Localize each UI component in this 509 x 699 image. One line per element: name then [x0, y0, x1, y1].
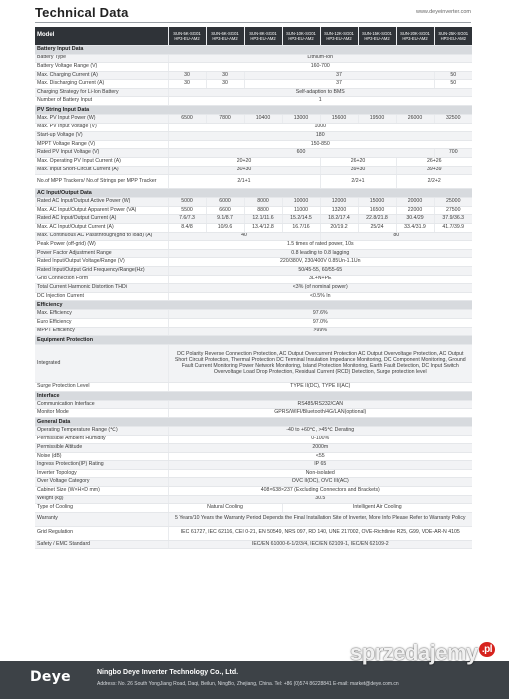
model-name [358, 27, 396, 45]
model-name [244, 27, 282, 45]
page-title: Technical Data [35, 5, 129, 20]
spec-value: Non-isolated [168, 469, 472, 478]
spec-value: 19500 [358, 115, 396, 124]
spec-row [35, 88, 472, 97]
spec-label: Grid Regulation [35, 526, 168, 540]
spec-value: 97.0% [168, 318, 472, 327]
model-name [282, 27, 320, 45]
spec-label: Warranty [35, 512, 168, 526]
model-name [320, 27, 358, 45]
spec-label: Type of Cooling [35, 504, 168, 513]
spec-label: Euro Efficiency [35, 318, 168, 327]
spec-label: Ingress Protection(IP) Rating [35, 461, 168, 470]
spec-value: 37 [244, 80, 434, 89]
spec-value: 0.8 leading to 0.8 lagging [168, 249, 472, 258]
spec-label: Weight (kg) [35, 495, 168, 504]
model-name-line: HP3-EU-AM2 [364, 35, 390, 41]
spec-label: Power Factor Adjustment Range [35, 249, 168, 258]
spec-value: 5000 [168, 198, 206, 207]
spec-label: MPPT Efficiency [35, 327, 168, 336]
spec-value: 5500 [168, 206, 206, 215]
spec-value: 10/9.6 [206, 224, 244, 233]
spec-row [35, 310, 472, 319]
section-title: General Data [35, 417, 472, 426]
spec-label: Operating Temperature Range (℃) [35, 426, 168, 435]
section-title: AC Input/Output Data [35, 189, 472, 198]
model-name-line: SUN-25K-SG01 [438, 30, 469, 36]
spec-value: 41.7/39.9 [434, 224, 472, 233]
spec-row [35, 512, 472, 526]
spec-row [35, 487, 472, 496]
model-name-line: SUN-10K-SG01 [286, 30, 316, 36]
spec-row [35, 426, 472, 435]
spec-row [35, 318, 472, 327]
model-name [206, 27, 244, 45]
spec-row [35, 478, 472, 487]
spec-label: Rated Input/Output Voltage/Range (V) [35, 258, 168, 267]
spec-value: 0-100% [168, 435, 472, 444]
spec-value: 8000 [244, 198, 282, 207]
model-name-line: HP3-EU-AM2 [174, 35, 200, 41]
spec-row [35, 132, 472, 141]
spec-value: 2/2+1 [320, 175, 396, 189]
model-name-line: SUN-12K-SG01 [324, 30, 354, 36]
spec-value: 37.9/36.3 [434, 215, 472, 224]
spec-value: 22000 [396, 206, 434, 215]
section-header-row [35, 301, 472, 310]
spec-row [35, 275, 472, 284]
model-name [396, 27, 434, 45]
section-header-row [35, 336, 472, 345]
spec-label: Noise (dB) [35, 452, 168, 461]
spec-value: >99% [168, 327, 472, 336]
model-label: Model [35, 27, 168, 45]
spec-value: 27500 [434, 206, 472, 215]
spec-row [35, 206, 472, 215]
spec-label: Grid Connection Form [35, 275, 168, 284]
spec-value: GPRS/WIFI/Bluetooth/4G/LAN(optional) [168, 409, 472, 418]
spec-value: 26000 [396, 115, 434, 124]
model-name-line: HP3-EU-AM2 [440, 35, 466, 41]
spec-value: <55 [168, 452, 472, 461]
spec-row [35, 71, 472, 80]
spec-value: <3% (of nominal power) [168, 284, 472, 293]
website-text: www.deyeinverter.com [415, 9, 471, 15]
spec-value: IEC/EN 61000-6-1/2/3/4, IEC/EN 62109-1, IEC/EN 62109-2 [168, 540, 472, 549]
spec-value: 1.5 times of rated power, 10s [168, 241, 472, 250]
spec-row [35, 327, 472, 336]
page-header [0, 0, 509, 26]
spec-row [35, 504, 472, 513]
spec-row [35, 175, 472, 189]
spec-value: 97.6% [168, 310, 472, 319]
spec-row [35, 115, 472, 124]
spec-value: 7800 [206, 115, 244, 124]
spec-value: 20+20 [168, 158, 320, 167]
section-title: Interface [35, 391, 472, 400]
spec-row [35, 158, 472, 167]
spec-label: No.of MPP Trackers/ No.of Strings per MPP Tracker [35, 175, 168, 189]
spec-value: 600 [168, 149, 434, 158]
spec-label: Charging Strategy for Li-Ion Battery [35, 88, 168, 97]
spec-value: 2/2+2 [396, 175, 472, 189]
spec-label: Battery Voltage Range (V) [35, 63, 168, 72]
spec-value: 26+26 [396, 158, 472, 167]
spec-row [35, 409, 472, 418]
spec-value: 25/24 [358, 224, 396, 233]
spec-label: Peak Power (off-grid) (W) [35, 241, 168, 250]
spec-row [35, 80, 472, 89]
spec-label: Inverter Topology [35, 469, 168, 478]
spec-label: Battery Type [35, 54, 168, 63]
model-name-line: SUN-5K-SG01 [173, 30, 201, 36]
spec-value: 22.8/21.8 [358, 215, 396, 224]
spec-value: 10000 [282, 198, 320, 207]
spec-row [35, 123, 472, 132]
spec-value: 408×638×237 (Excluding Connectors and Brackets) [168, 487, 472, 496]
spec-value: 20000 [396, 198, 434, 207]
spec-row [35, 198, 472, 207]
spec-row [35, 469, 472, 478]
spec-label: Max. PV Input Voltage (V) [35, 123, 168, 132]
spec-value: 30 [168, 80, 206, 89]
spec-value: Natural Cooling [168, 504, 282, 513]
spec-value: 32500 [434, 115, 472, 124]
spec-label: Safety / EMC Standard [35, 540, 168, 549]
spec-row [35, 232, 472, 241]
page-footer [0, 661, 509, 699]
deye-logo: Deye [30, 669, 71, 685]
spec-value: IEC 61727, IEC 62116, CEI 0-21, EN 50549, NRS 097, RD 140, UNE 217002, OVE-Richtlinie R25, G99, VDE-AR-N 4105 [168, 526, 472, 540]
spec-value: 6000 [206, 198, 244, 207]
spec-row [35, 215, 472, 224]
section-header-row [35, 106, 472, 115]
spec-value: 180 [168, 132, 472, 141]
spec-label: Max. AC Input/Output Current (A) [35, 224, 168, 233]
spec-value: IP 65 [168, 461, 472, 470]
spec-label: Max. Continuous AC Passthrough(grid to load) (A) [35, 232, 168, 241]
spec-label: MPPT Voltage Range (V) [35, 140, 168, 149]
spec-value: 16500 [358, 206, 396, 215]
spec-value: Intelligent Air Cooling [282, 504, 472, 513]
spec-value: 1000 [168, 123, 472, 132]
spec-value: 13.4/12.8 [244, 224, 282, 233]
model-name-line: SUN-8K-SG01 [249, 30, 277, 36]
section-header-row [35, 417, 472, 426]
spec-value: OVC II(DC), OVC III(AC) [168, 478, 472, 487]
watermark-text: sprzedajemy [350, 640, 478, 665]
model-name-line: SUN-6K-SG01 [211, 30, 239, 36]
spec-value: 1 [168, 97, 472, 106]
spec-value: 16.7/16 [282, 224, 320, 233]
section-title: PV String Input Data [35, 106, 472, 115]
spec-label: Max. PV Input Power (W) [35, 115, 168, 124]
spec-value: 30 [206, 80, 244, 89]
spec-value: 12.1/11.6 [244, 215, 282, 224]
section-header-row [35, 45, 472, 54]
spec-value: TYPE II(DC), TYPE II(AC) [168, 383, 472, 392]
spec-label: Max. Efficiency [35, 310, 168, 319]
spec-label: Cabinet Size (W×H×D mm) [35, 487, 168, 496]
spec-value: 8.4/8 [168, 224, 206, 233]
spec-value: 40 [168, 232, 320, 241]
spec-value: 8800 [244, 206, 282, 215]
spec-value: 700 [434, 149, 472, 158]
spec-row [35, 461, 472, 470]
spec-row [35, 400, 472, 409]
spec-label: Total Current Harmonic Distortion THDi [35, 284, 168, 293]
technical-data-body [35, 27, 472, 549]
model-name-line: SUN-15K-SG01 [362, 30, 392, 36]
spec-row [35, 435, 472, 444]
spec-value: 50 [434, 80, 472, 89]
company-name: Ningbo Deye Inverter Technology Co., Ltd. [97, 669, 239, 676]
spec-row [35, 292, 472, 301]
spec-label: Monitor Mode [35, 409, 168, 418]
spec-label: Permissible Altitude [35, 444, 168, 453]
spec-label: Integrated [35, 345, 168, 383]
model-name-line: HP3-EU-AM2 [212, 35, 238, 41]
spec-value: 80 [320, 232, 472, 241]
spec-value: 20/19.2 [320, 224, 358, 233]
spec-row [35, 241, 472, 250]
model-name [434, 27, 472, 45]
spec-label: Start-up Voltage (V) [35, 132, 168, 141]
spec-value: 50 [434, 71, 472, 80]
model-header-row [35, 27, 472, 45]
spec-value: DC Polarity Reverse Connection Protection, AC Output Overcurrent Protection AC Output Overvoltage Protection, AC Output Short Circuit Protection, Thermal Protection DC Terminal Insulation Impedance Monitoring, DC Component Monitoring, Ground Fault Current Monitoring Power Network Monitoring, Island Protection Monitoring, Earth Fault Detection, DC Input Switch Overvoltage Load Drop Protection, Residual Current (RCD) Detection, Surge protection level [168, 345, 472, 383]
spec-label: Max. Charging Current (A) [35, 71, 168, 80]
spec-value: 15600 [320, 115, 358, 124]
spec-value: 18.2/17.4 [320, 215, 358, 224]
spec-row [35, 540, 472, 549]
spec-row [35, 249, 472, 258]
spec-row [35, 495, 472, 504]
spec-label: Rated Input/Output Grid Frequency/Range(Hz) [35, 266, 168, 275]
header-divider [35, 22, 471, 23]
spec-value: 25000 [434, 198, 472, 207]
spec-value: 30 [168, 71, 206, 80]
spec-label: DC Injection Current [35, 292, 168, 301]
spec-value: 50/45-55, 60/55-65 [168, 266, 472, 275]
spec-value: 160-700 [168, 63, 472, 72]
spec-value: 30+30 [168, 166, 320, 175]
spec-value: 9.1/8.7 [206, 215, 244, 224]
spec-value: 15.2/14.5 [282, 215, 320, 224]
spec-value: 11000 [282, 206, 320, 215]
spec-row [35, 345, 472, 383]
spec-value: 39+30 [320, 166, 396, 175]
spec-value: 6600 [206, 206, 244, 215]
section-title: Equipment Protection [35, 336, 472, 345]
spec-label: Rated AC Input/Output Current (A) [35, 215, 168, 224]
spec-label: Number of Battery Input [35, 97, 168, 106]
spec-value: RS485/RS232/CAN [168, 400, 472, 409]
spec-label: Rated AC Input/Output Active Power (W) [35, 198, 168, 207]
spec-value: 12000 [320, 198, 358, 207]
section-title: Efficiency [35, 301, 472, 310]
spec-row [35, 166, 472, 175]
spec-value: 2/1+1 [168, 175, 320, 189]
spec-value: 10400 [244, 115, 282, 124]
spec-row [35, 149, 472, 158]
section-header-row [35, 391, 472, 400]
spec-label: Max. Discharging Current (A) [35, 80, 168, 89]
spec-value: 6500 [168, 115, 206, 124]
spec-value: 3L+N+PE [168, 275, 472, 284]
spec-value: <0.5% In [168, 292, 472, 301]
spec-label: Max. Input Short-Circuit Current (A) [35, 166, 168, 175]
spec-label: Communication Interface [35, 400, 168, 409]
spec-value: 33.4/31.9 [396, 224, 434, 233]
spec-row [35, 97, 472, 106]
section-title: Battery Input Data [35, 45, 472, 54]
spec-value: 2000m [168, 444, 472, 453]
spec-value: 26+20 [320, 158, 396, 167]
technical-data-table [35, 27, 472, 549]
spec-label: Surge Protection Level [35, 383, 168, 392]
spec-row [35, 140, 472, 149]
model-name-line: SUN-20K-SG01 [400, 30, 430, 36]
spec-value: Self-adaption to BMS [168, 88, 472, 97]
watermark-suffix: .pl [479, 642, 495, 657]
spec-value: 15000 [358, 198, 396, 207]
model-name-line: HP3-EU-AM2 [250, 35, 276, 41]
spec-row [35, 452, 472, 461]
model-name-line: HP3-EU-AM2 [402, 35, 428, 41]
spec-value: 30 [206, 71, 244, 80]
spec-row [35, 54, 472, 63]
spec-value: 220/380V, 230/400V 0.85Un-1.1Un [168, 258, 472, 267]
spec-value: -40 to +60℃, >45℃ Derating [168, 426, 472, 435]
spec-row [35, 63, 472, 72]
spec-value: Lithium-Ion [168, 54, 472, 63]
spec-value: 39+39 [396, 166, 472, 175]
spec-row [35, 258, 472, 267]
spec-label: Permissible Ambient Humidity [35, 435, 168, 444]
spec-row [35, 444, 472, 453]
spec-value: 30.4/29 [396, 215, 434, 224]
company-contact: Address: No. 26 South YongJiang Road, Daqi, Beilun, NingBo, Zhejiang, China. Tel: +86 (0)574 86228841 E-mail: market@deye.com.cn [97, 681, 399, 687]
model-name-line: HP3-EU-AM2 [326, 35, 352, 41]
spec-value: 37 [244, 71, 434, 80]
spec-value: 30.5 [168, 495, 472, 504]
spec-value: 7.6/7.3 [168, 215, 206, 224]
spec-value: 5 Years/10 Years the Warranty Period Depends the Final Installation Site of Inverter, More Info Please Refer to Warranty Policy [168, 512, 472, 526]
spec-label: Over Voltage Category [35, 478, 168, 487]
spec-row [35, 266, 472, 275]
spec-row [35, 526, 472, 540]
spec-value: 150-850 [168, 140, 472, 149]
spec-value: 13200 [320, 206, 358, 215]
spec-label: Max. Operating PV Input Current (A) [35, 158, 168, 167]
spec-value: 13000 [282, 115, 320, 124]
spec-label: Max. AC Input/Output Apparent Power (VA) [35, 206, 168, 215]
model-name-line: HP3-EU-AM2 [288, 35, 314, 41]
model-name [168, 27, 206, 45]
section-header-row [35, 189, 472, 198]
spec-row [35, 224, 472, 233]
spec-row [35, 383, 472, 392]
spec-label: Rated PV Input Voltage (V) [35, 149, 168, 158]
spec-row [35, 284, 472, 293]
watermark [350, 640, 495, 666]
